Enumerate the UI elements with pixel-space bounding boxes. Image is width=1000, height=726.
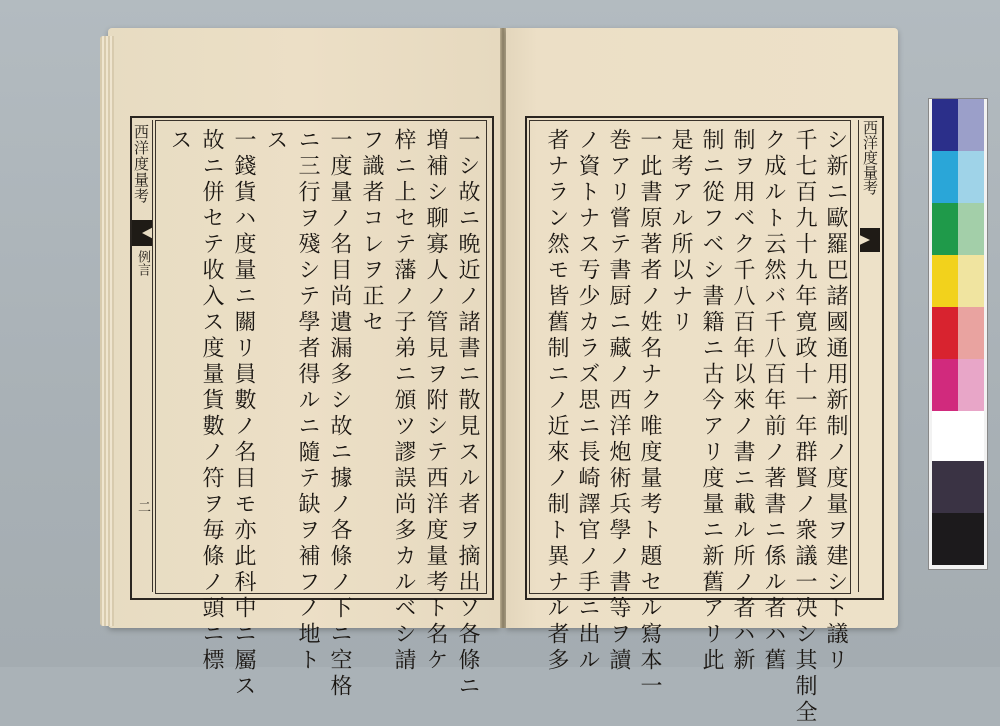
left-margin-section: 例言 [135, 250, 150, 276]
open-book [108, 28, 898, 726]
left-column: 梓ニ上セテ藩ノ子弟ニ頒ツ謬誤尚多カルベシ請 [391, 128, 416, 674]
right-column: 千七百九十九年寛政十一年群賢ノ衆議一决シ其制全 [792, 128, 817, 726]
left-column: ス [167, 128, 192, 154]
color-swatch [958, 99, 984, 151]
right-column: 制ニ從フベシ書籍ニ古今アリ度量ニ新舊アリ此 [699, 128, 724, 674]
right-margin-title: 西洋度量考 [858, 120, 881, 592]
color-swatch [958, 307, 984, 359]
color-swatch [958, 151, 984, 203]
color-swatch [958, 203, 984, 255]
right-column: 是考アル所以ナリ [668, 128, 693, 336]
color-swatch [932, 203, 958, 255]
left-column: 一シ故ニ晩近ノ諸書ニ散見スル者ヲ摘出ソ各條ニ [455, 128, 480, 700]
gray-swatch [932, 513, 984, 565]
left-column: フ識者コレヲ正セ [359, 128, 384, 336]
page-stack-edge [100, 36, 114, 626]
right-column: 者ナラン然モ皆舊制ニノ近來ノ制ト異ナル者多 [544, 128, 569, 674]
color-swatch [932, 99, 958, 151]
left-column: 故ニ併セテ收入ス度量貨數ノ符ヲ毎條ノ頭ニ標 [199, 128, 224, 674]
right-column: シ新ニ歐羅巴諸國通用新制ノ度量ヲ建シト議リ [823, 128, 848, 674]
gray-swatch [932, 411, 984, 461]
left-column: 一錢貨ハ度量ニ關リ員數ノ名目モ亦此科中ニ屬ス [231, 128, 256, 700]
right-column: ノ資トナス亐少カラズ思ニ長崎譯官ノ手ニ出ル [575, 128, 600, 674]
color-swatch [932, 359, 958, 411]
color-swatch [958, 255, 984, 307]
right-column: 一此書原著者ノ姓名ナク唯度量考ト題セル寫本一 [637, 128, 662, 700]
fishtail-mark [132, 220, 152, 246]
right-column: 巻アリ嘗テ書厨ニ藏ノ西洋炮術兵學ノ書等ヲ讀 [606, 128, 631, 674]
color-calibration-card [928, 98, 988, 570]
left-column: ス [263, 128, 288, 154]
color-swatch [958, 359, 984, 411]
color-swatch [932, 255, 958, 307]
right-column: 制ヲ用ベク千八百年以來ノ書ニ載ル所ノ者ハ新 [730, 128, 755, 674]
left-margin-title: 西洋度量考 [132, 124, 150, 204]
left-margin-page-number: 二 [135, 500, 150, 513]
gray-swatch [932, 461, 984, 513]
left-column: 増補シ聊寡人ノ管見ヲ附シテ西洋度量考ト名ケ [423, 128, 448, 674]
right-column: ク成ルト云然バ千八百年前ノ著書ニ係ル者ハ舊 [761, 128, 786, 674]
color-swatch [932, 151, 958, 203]
left-column: ニ三行ヲ殘シテ學者得ルニ隨テ缺ヲ補フノ地ト [295, 128, 320, 674]
color-swatch [932, 307, 958, 359]
left-column: 一度量ノ名目尚遺漏多シ故ニ據ノ各條ノ下ニ空格 [327, 128, 352, 700]
left-margin-column [132, 120, 153, 592]
